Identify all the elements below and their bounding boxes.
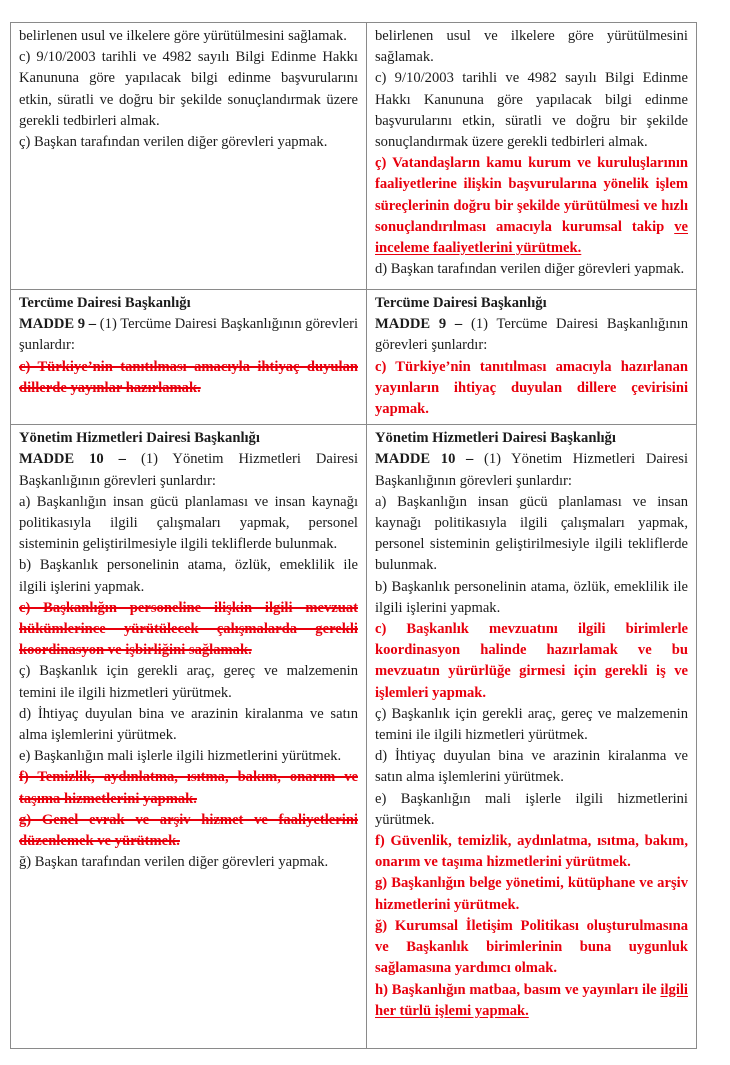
paragraph-text: (1) Tercüme Dairesi Başkanlığının görevleri şunlardır: — [19, 316, 358, 354]
clause-c — [375, 68, 688, 153]
table-row-2 — [11, 290, 697, 425]
paragraph-text: (1) Yönetim Hizmetleri Dairesi Başkanlığının görevleri şunlardır: — [19, 451, 358, 489]
continuation-text — [375, 26, 688, 68]
underlined-text: ilgili her türlü işlemi yapmak. — [375, 981, 688, 1019]
clause-b — [375, 577, 688, 619]
madde-number: MADDE 9 – — [375, 316, 471, 333]
paragraph-text: ç) Başkan tarafından verilen diğer görevleri yapmak. — [19, 134, 328, 151]
section-title — [19, 293, 358, 314]
clause-d — [375, 259, 688, 280]
madde-line — [19, 314, 358, 356]
section-title — [19, 428, 358, 449]
paragraph-text: b) Başkanlık personelinin atama, özlük, emeklilik ile ilgili işlerini yapmak. — [19, 557, 358, 595]
paragraph-text: Yönetim Hizmetleri Dairesi Başkanlığı — [375, 430, 616, 447]
paragraph-text: f) Güvenlik, temizlik, aydınlatma, ısıtma, bakım, onarım ve taşıma hizmetlerini yürütmek. — [375, 833, 688, 871]
clause-a — [19, 492, 358, 556]
paragraph-text: g) Başkanlığın belge yönetimi, kütüphane ve arşiv hizmetlerini yürütmek. — [375, 875, 688, 913]
clause-e — [19, 746, 358, 767]
cell-new-row1 — [367, 23, 697, 290]
table-row-1 — [11, 23, 697, 290]
paragraph-text: ğ) Kurumsal İletişim Politikası oluşturulmasına ve Başkanlık birimlerinin buna uygunluk sağlamasına yardımcı olmak. — [375, 917, 688, 977]
clause-c-deleted — [19, 598, 358, 662]
paragraph-text: c) Başkanlık mevzuatını ilgili birimlerle koordinasyon halinde hazırlamak ve bu mevzuatın yürürlüğe girmesi için gerekli iş ve işlemleri yapmak. — [375, 621, 688, 701]
clause-c-added — [375, 357, 688, 421]
cell-new-row3 — [367, 425, 697, 1049]
paragraph-text: c) Başkanlığın personeline ilişkin ilgili mevzuat hükümlerince yürütülecek çalışmalarda gerekli koordinasyon ve işbirliğini sağlamak. — [19, 599, 358, 659]
table-row-3 — [11, 425, 697, 1049]
madde-number: MADDE 10 – — [375, 451, 484, 468]
clause-h-added — [375, 980, 688, 1022]
clause-c-cedilla — [19, 661, 358, 703]
madde-line — [375, 449, 688, 491]
paragraph-text: b) Başkanlık personelinin atama, özlük, emeklilik ile ilgili işlerini yapmak. — [375, 578, 688, 616]
clause-f-deleted — [19, 767, 358, 809]
paragraph-text: Tercüme Dairesi Başkanlığı — [19, 295, 191, 311]
paragraph-text: c) Türkiye’nin tanıtılması amacıyla ihtiyaç duyulan dillerde yayınlar hazırlamak. — [19, 358, 358, 396]
continuation-text — [19, 26, 358, 47]
paragraph-text: Tercüme Dairesi Başkanlığı — [375, 295, 547, 311]
madde-number: MADDE 9 – — [19, 316, 100, 333]
paragraph-text: c) Türkiye’nin tanıtılması amacıyla hazırlanan yayınların ihtiyaç duyulan dillere çevirisini yapmak. — [375, 358, 688, 418]
clause-e — [375, 789, 688, 831]
madde-line — [19, 449, 358, 491]
comparison-table — [10, 22, 697, 1049]
paragraph-text: c) 9/10/2003 tarihli ve 4982 sayılı Bilgi Edinme Hakkı Kanununa göre yapılacak bilgi edinme başvurularını etkin, süratli ve doğru bir şekilde sonuçlandırmak üzere gerekli tedbirleri almak. — [19, 49, 358, 129]
paragraph-text: d) İhtiyaç duyulan bina ve arazinin kiralanma ve satın alma işlemlerini yürütmek. — [375, 748, 688, 786]
paragraph-text: (1) Tercüme Dairesi Başkanlığının görevleri şunlardır: — [375, 316, 689, 354]
paragraph-text: ç) Başkanlık için gerekli araç, gereç ve malzemenin temini ile ilgili hizmetleri yürütmek. — [19, 663, 358, 701]
paragraph-text: d) Başkan tarafından verilen diğer görevleri yapmak. — [375, 261, 685, 278]
paragraph-text: a) Başkanlığın insan gücü planlaması ve insan kaynağı politikasıyla ilgili çalışmaları yapmak, personel sisteminin geliştirilmesiyle ilgili tekliflerde bulunmak. — [375, 493, 688, 574]
paragraph-text: f) Temizlik, aydınlatma, ısıtma, bakım, onarım ve taşıma hizmetlerini yapmak. — [19, 769, 358, 807]
clause-d — [19, 704, 358, 746]
clause-c-added — [375, 619, 688, 704]
paragraph-text: Yönetim Hizmetleri Dairesi Başkanlığı — [19, 430, 260, 447]
paragraph-text: g) Genel evrak ve arşiv hizmet ve faaliyetlerini düzenlemek ve yürütmek. — [19, 811, 358, 850]
clause-a — [375, 492, 688, 577]
clause-d — [375, 746, 688, 788]
paragraph-text: e) Başkanlığın mali işlerle ilgili hizmetlerini yürütmek. — [375, 790, 688, 828]
clause-g-breve — [19, 852, 358, 873]
paragraph-text: ğ) Başkan tarafından verilen diğer görevleri yapmak. — [19, 854, 329, 871]
clause-f-added — [375, 831, 688, 873]
clause-c-cedilla — [375, 704, 688, 746]
clause-c-cedilla-added — [375, 153, 688, 259]
cell-old-row2 — [11, 290, 367, 425]
section-title — [375, 428, 688, 449]
paragraph-text: c) 9/10/2003 tarihli ve 4982 sayılı Bilgi Edinme Hakkı Kanununa göre yapılacak bilgi edinme başvurularını etkin, süratli ve doğru bir şekilde sonuçlandırmak üzere gerekli tedbirleri almak. — [375, 70, 688, 151]
paragraph-text: (1) Yönetim Hizmetleri Dairesi Başkanlığının görevleri şunlardır: — [375, 451, 688, 489]
section-title — [375, 293, 688, 314]
paragraph-text: a) Başkanlığın insan gücü planlaması ve insan kaynağı politikasıyla ilgili çalışmaları yapmak, personel sisteminin geliştirilmesiyle ilgili tekliflerde bulunmak. — [19, 493, 358, 553]
cell-old-row3 — [11, 425, 367, 1049]
clause-b — [19, 555, 358, 597]
paragraph-text: d) İhtiyaç duyulan bina ve arazinin kiralanma ve satın alma işlemlerini yürütmek. — [19, 705, 358, 744]
paragraph-text: ç) Başkanlık için gerekli araç, gereç ve malzemenin temini ile ilgili hizmetleri yürütmek. — [375, 705, 688, 744]
madde-number: MADDE 10 – — [19, 451, 141, 468]
clause-c-deleted — [19, 357, 358, 399]
madde-line — [375, 314, 688, 356]
underlined-text: ve inceleme faaliyetlerini yürütmek. — [375, 218, 688, 257]
clause-c — [19, 47, 358, 132]
clause-c-cedilla — [19, 132, 358, 153]
clause-g-breve-added — [375, 916, 688, 980]
paragraph-text: ç) Vatandaşların kamu kurum ve kuruluşlarının faaliyetlerine ilişkin başvurularına yönelik işlem süreçlerinin doğru bir şekilde yürütülmesi ve hızlı sonuçlandırılması amacıyla kurumsal takip — [375, 155, 688, 235]
cell-old-row1 — [11, 23, 367, 290]
paragraph-text: belirlenen usul ve ilkelere göre yürütülmesini sağlamak. — [375, 28, 688, 66]
clause-g-added — [375, 873, 688, 915]
paragraph-text: belirlenen usul ve ilkelere göre yürütülmesini sağlamak. — [19, 28, 347, 44]
paragraph-text: h) Başkanlığın matbaa, basım ve yayınları ile — [375, 981, 657, 998]
clause-g-deleted — [19, 810, 358, 852]
cell-new-row2 — [367, 290, 697, 425]
paragraph-text: e) Başkanlığın mali işlerle ilgili hizmetlerini yürütmek. — [19, 748, 342, 765]
